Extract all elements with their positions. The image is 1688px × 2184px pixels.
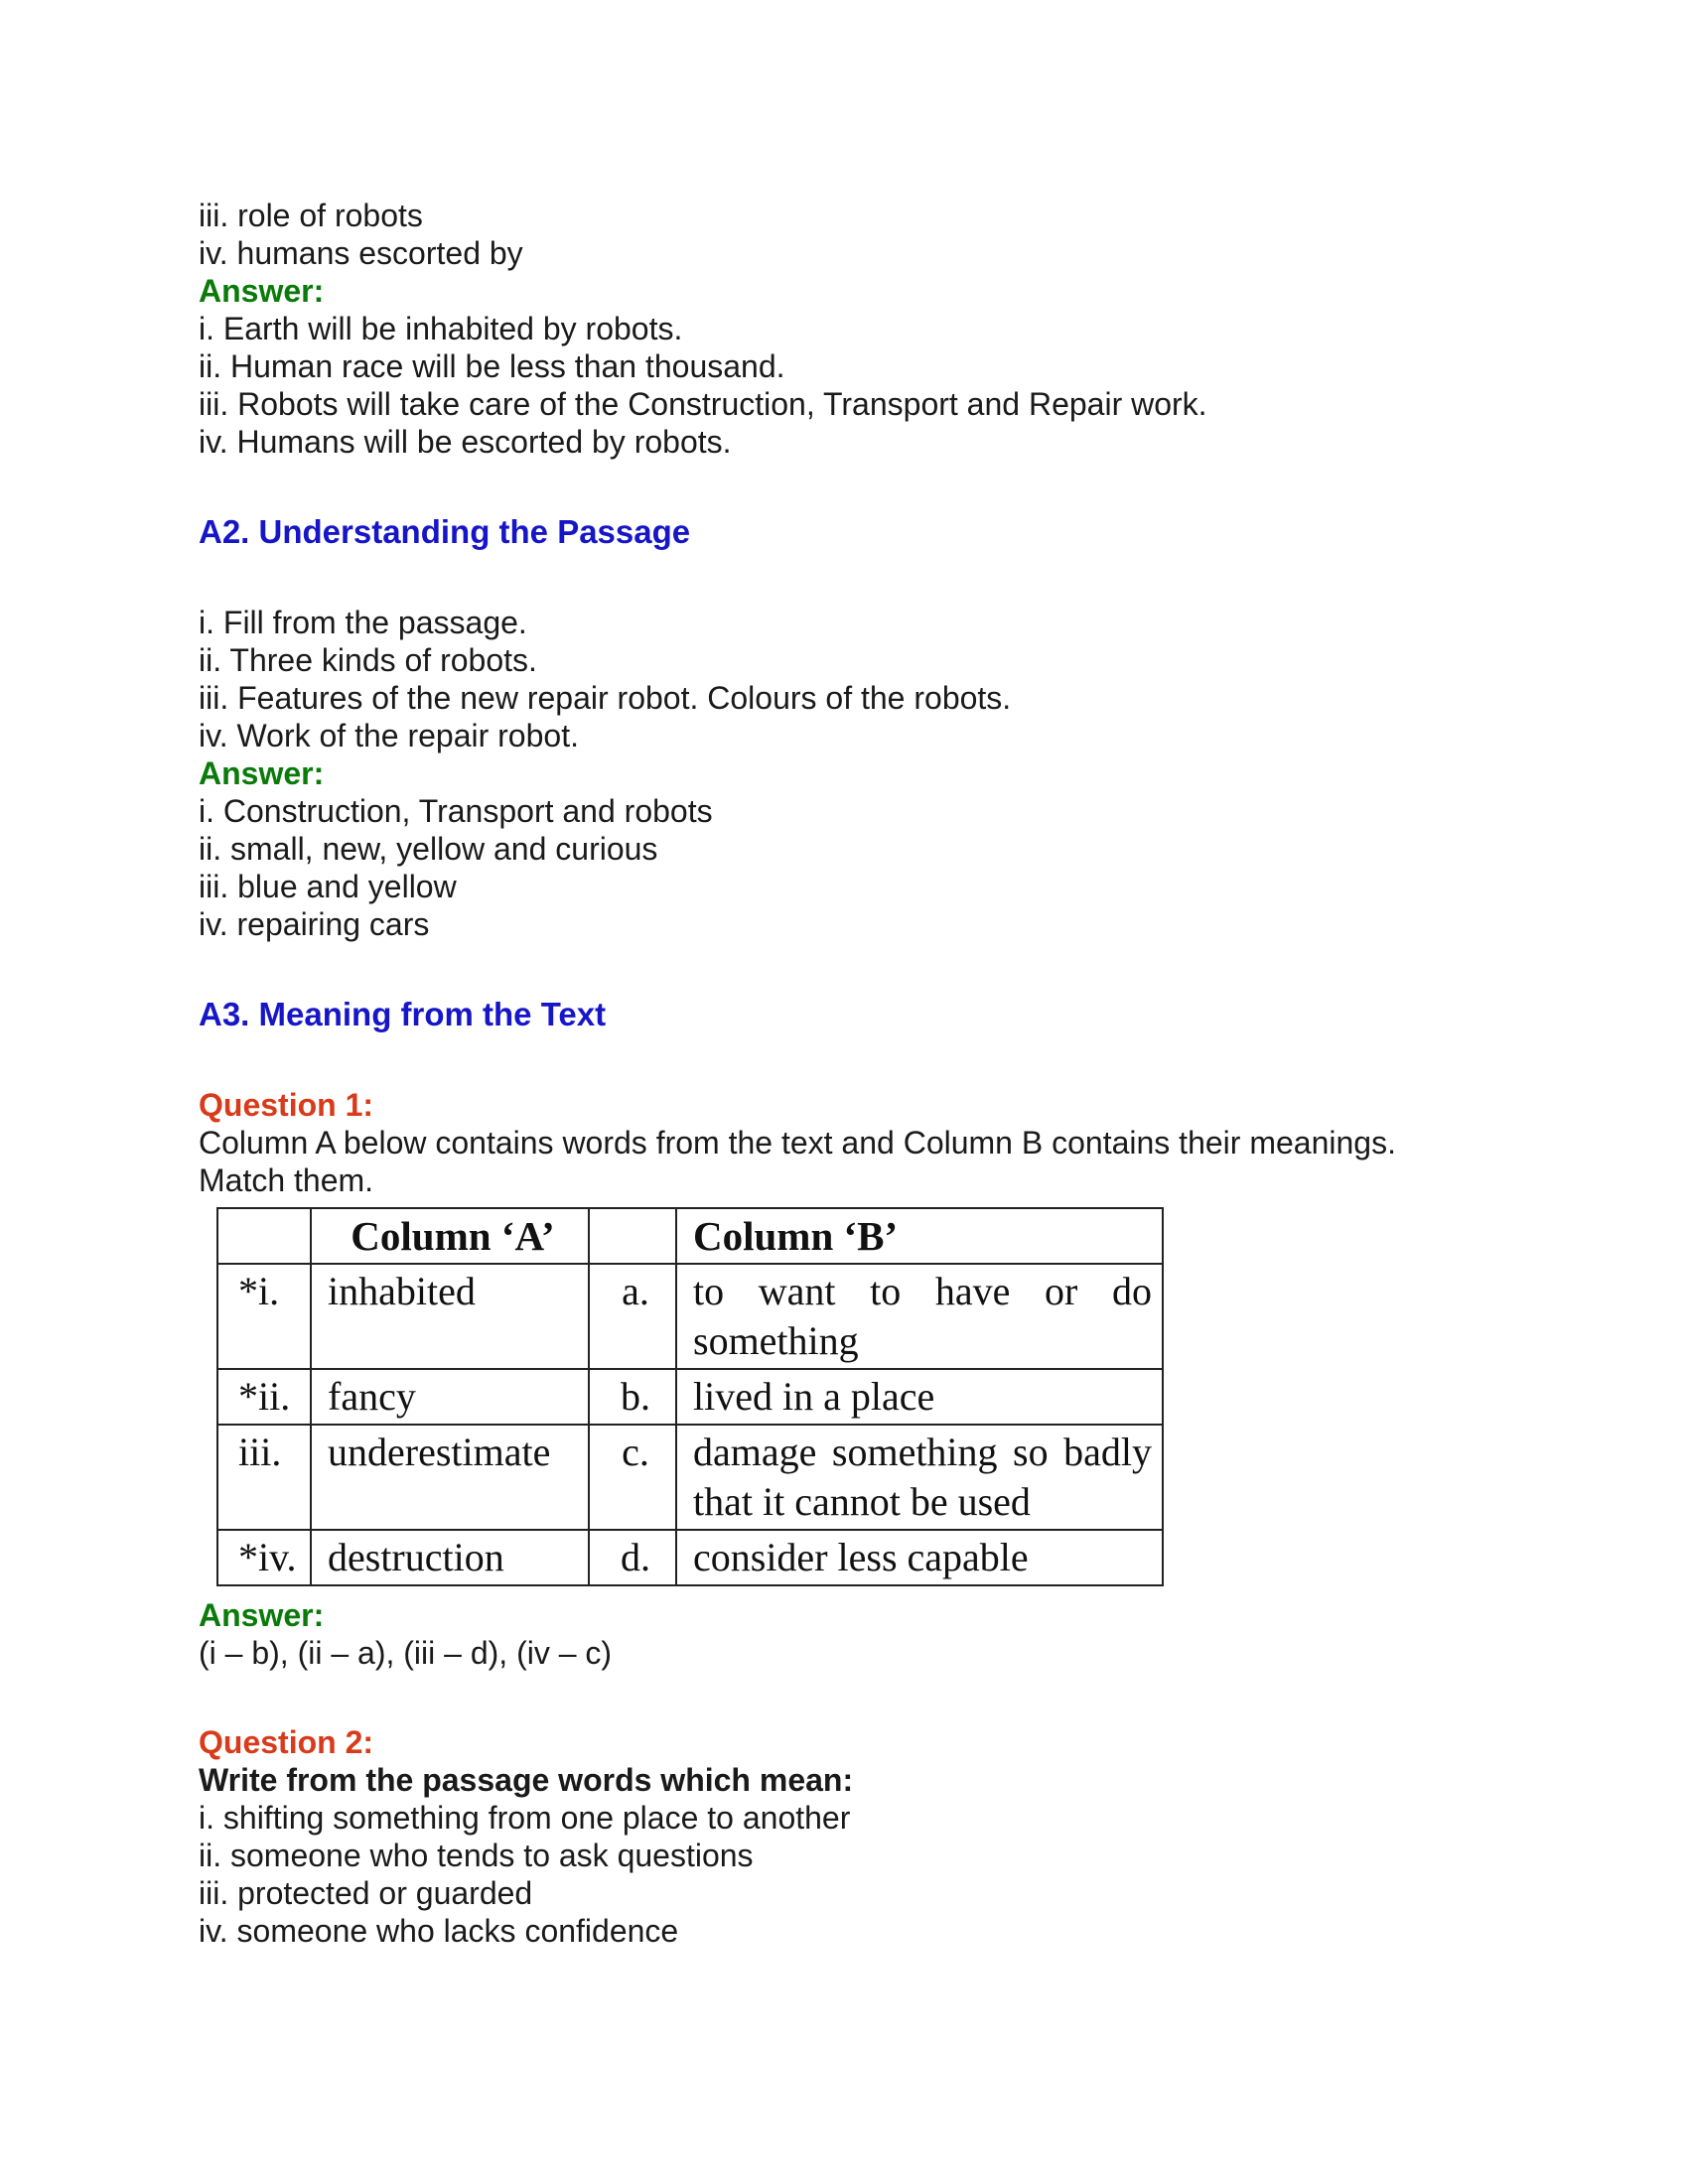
table-row xyxy=(217,1264,1163,1369)
section-heading-a2: A2. Understanding the Passage xyxy=(199,513,691,550)
question-text: Match them. xyxy=(199,1162,374,1198)
question-label: Question 2: xyxy=(199,1724,374,1760)
table-row xyxy=(217,1369,1163,1425)
list-item: i. shifting something from one place to another xyxy=(199,1800,851,1836)
question-label: Question 1: xyxy=(199,1087,374,1123)
row-number: *i. xyxy=(217,1264,311,1369)
list-item: ii. Three kinds of robots. xyxy=(199,642,537,678)
list-item: i. Fill from the passage. xyxy=(199,605,527,640)
column-b-header: Column ‘B’ xyxy=(676,1208,1163,1264)
answer-item: iii. Robots will take care of the Construction, Transport and Repair work. xyxy=(199,386,1207,422)
section-heading-a3: A3. Meaning from the Text xyxy=(199,996,607,1032)
answer-item: i. Earth will be inhabited by robots. xyxy=(199,311,683,346)
column-a-word: fancy xyxy=(311,1369,589,1425)
list-item: iii. role of robots xyxy=(199,198,423,233)
answer-item: iv. repairing cars xyxy=(199,906,430,942)
table-row xyxy=(217,1530,1163,1585)
column-b-meaning: damage something so badly that it cannot be used xyxy=(676,1425,1163,1530)
column-b-meaning: to want to have or do something xyxy=(676,1264,1163,1369)
list-item: iv. humans escorted by xyxy=(199,235,523,271)
answer-label: Answer: xyxy=(199,273,325,309)
row-number: *ii. xyxy=(217,1369,311,1425)
column-a-word: underestimate xyxy=(311,1425,589,1530)
row-number: iii. xyxy=(217,1425,311,1530)
question-prompt: Write from the passage words which mean: xyxy=(199,1762,854,1798)
list-item: iii. protected or guarded xyxy=(199,1875,533,1911)
answer-label: Answer: xyxy=(199,755,325,791)
row-letter: c. xyxy=(589,1425,676,1530)
list-item: iii. Features of the new repair robot. Colours of the robots. xyxy=(199,680,1012,716)
question-text: Column A below contains words from the text and Column B contains their meanings. xyxy=(199,1125,1396,1160)
page-content xyxy=(199,197,1489,1950)
answer-item: i. Construction, Transport and robots xyxy=(199,793,713,829)
answer-item: ii. Human race will be less than thousand. xyxy=(199,348,785,384)
column-b-meaning: consider less capable xyxy=(676,1530,1163,1585)
row-letter: a. xyxy=(589,1264,676,1369)
column-a-header: Column ‘A’ xyxy=(311,1208,589,1264)
table-row xyxy=(217,1425,1163,1530)
list-item: iv. someone who lacks confidence xyxy=(199,1913,679,1949)
answer-item: iii. blue and yellow xyxy=(199,869,457,904)
list-item: ii. someone who tends to ask questions xyxy=(199,1838,754,1873)
list-item: iv. Work of the repair robot. xyxy=(199,718,579,753)
table-header-row xyxy=(217,1208,1163,1264)
column-b-meaning: lived in a place xyxy=(676,1369,1163,1425)
row-letter: d. xyxy=(589,1530,676,1585)
answer-item: ii. small, new, yellow and curious xyxy=(199,831,658,867)
answer-text: (i – b), (ii – a), (iii – d), (iv – c) xyxy=(199,1635,613,1671)
column-a-word: destruction xyxy=(311,1530,589,1585)
table-cell xyxy=(589,1208,676,1264)
match-table xyxy=(216,1207,1164,1586)
column-a-word: inhabited xyxy=(311,1264,589,1369)
answer-label: Answer: xyxy=(199,1597,325,1633)
row-letter: b. xyxy=(589,1369,676,1425)
answer-item: iv. Humans will be escorted by robots. xyxy=(199,424,732,460)
row-number: *iv. xyxy=(217,1530,311,1585)
table-cell xyxy=(217,1208,311,1264)
